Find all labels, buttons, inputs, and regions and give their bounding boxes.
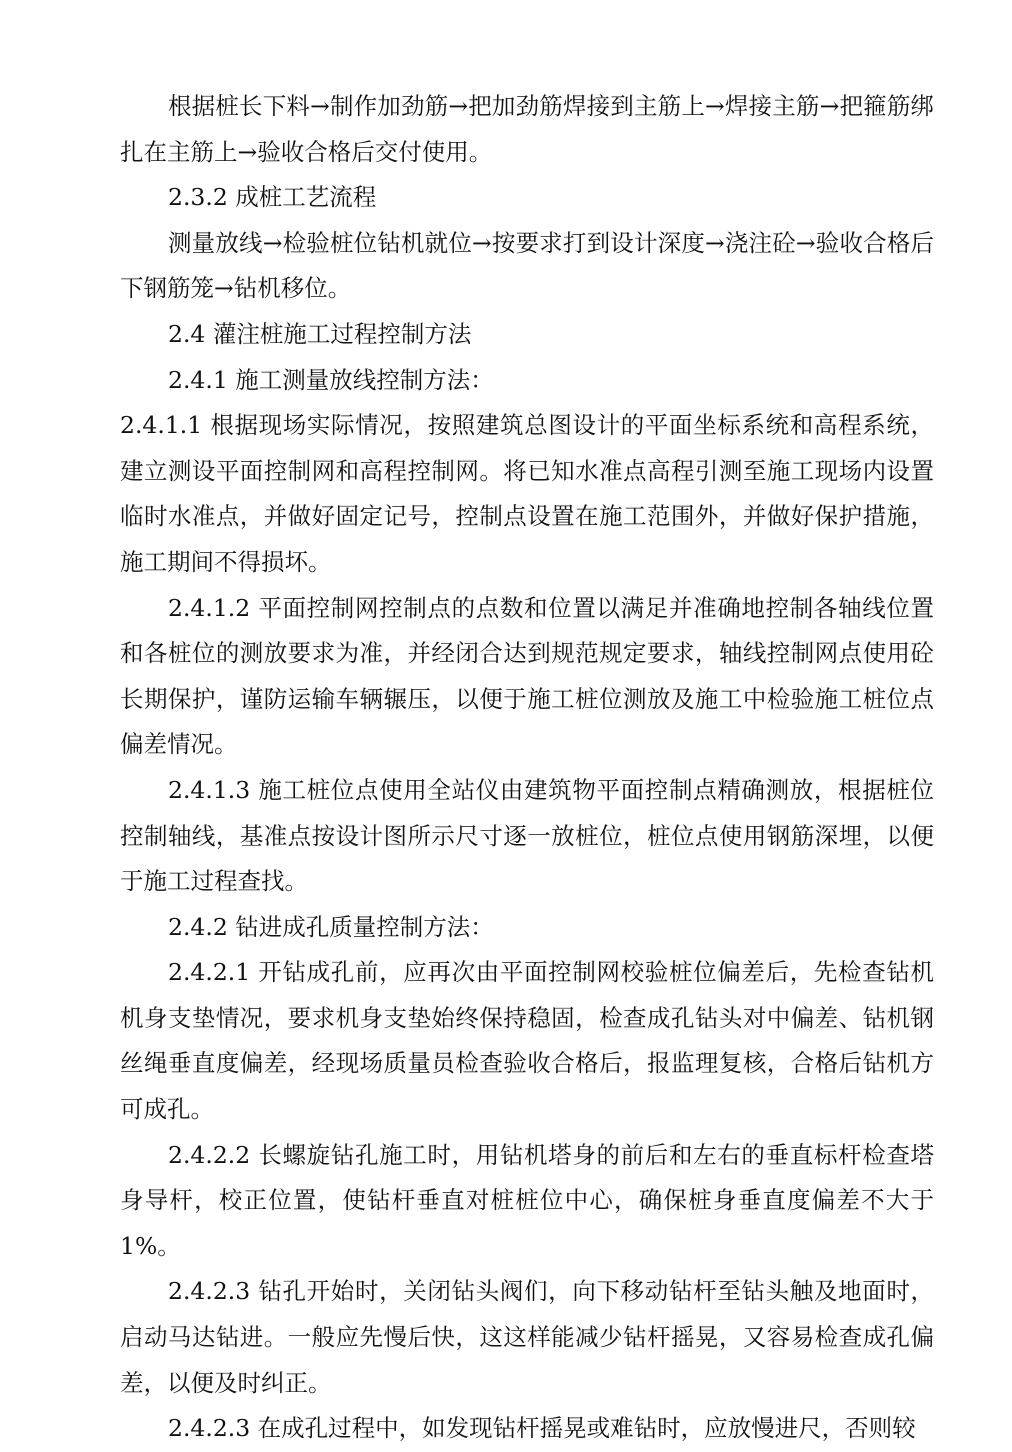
body-paragraph-2-4-2-3: 2.4.2.3 钻孔开始时，关闭钻头阀们，向下移动钻杆至钻头触及地面时，启动马达钻进。一般应先慢后快，这这样能减少钻杆摇晃，又容易检查成孔偏差，以便及时纠正。 xyxy=(120,1277,934,1397)
body-paragraph: 测量放线→检验桩位钻机就位→按要求打到设计深度→浇注砼→验收合格后下钢筋笼→钻机移位。 xyxy=(120,228,934,303)
body-paragraph-2-4-1-3: 2.4.1.3 施工桩位点使用全站仪由建筑物平面控制点精确测放，根据桩位控制轴线，基准点按设计图所示尺寸逐一放桩位，桩位点使用钢筋深埋，以便于施工过程查找。 xyxy=(120,775,934,896)
body-paragraph-2-4-2-2: 2.4.2.2 长螺旋钻孔施工时，用钻机塔身的前后和左右的垂直标杆检查塔身导杆，校正位置，使钻杆垂直对桩桩位中心，确保桩身垂直度偏差不大于 1%。 xyxy=(120,1140,934,1260)
body-paragraph-2-4-2-1: 2.4.2.1 开钻成孔前，应再次由平面控制网校验桩位偏差后，先检查钻机机身支垫情况，要求机身支垫始终保持稳固，检查成孔钻头对中偏差、钻机钢丝绳垂直度偏差，经现场质量员检查验收合格后，报监理复核，合格后钻机方可成孔。 xyxy=(120,958,934,1124)
document-page xyxy=(120,84,934,1452)
section-heading-2-3-2: 2.3.2 成桩工艺流程 xyxy=(168,183,377,212)
section-heading-2-4: 2.4 灌注桩施工过程控制方法 xyxy=(168,319,472,348)
section-heading-2-4-2: 2.4.2 钻进成孔质量控制方法： xyxy=(168,912,494,941)
section-heading-2-4-1: 2.4.1 施工测量放线控制方法： xyxy=(168,365,494,394)
body-paragraph-2-4-1-2: 2.4.1.2 平面控制网控制点的点数和位置以满足并准确地控制各轴线位置和各桩位的测放要求为准，并经闭合达到规范规定要求，轴线控制网点使用砼长期保护，谨防运输车辆辗压，以便于施工桩位测放及施工中检验施工桩位点偏差情况。 xyxy=(120,593,934,759)
body-paragraph-2-4-1-1: 2.4.1.1 根据现场实际情况，按照建筑总图设计的平面坐标系统和高程系统，建立测设平面控制网和高程控制网。将已知水准点高程引测至施工现场内设置临时水准点，并做好固定记号，控制点设置在施工范围外，并做好保护措施，施工期间不得损坏。 xyxy=(120,411,934,576)
body-paragraph: 根据桩长下料→制作加劲筋→把加劲筋焊接到主筋上→焊接主筋→把箍筋绑扎在主筋上→验收合格后交付使用。 xyxy=(120,92,934,166)
body-paragraph-2-4-2-3b: 2.4.2.3 在成孔过程中，如发现钻杆摇晃或难钻时，应放慢进尺，否则较 xyxy=(168,1414,916,1443)
